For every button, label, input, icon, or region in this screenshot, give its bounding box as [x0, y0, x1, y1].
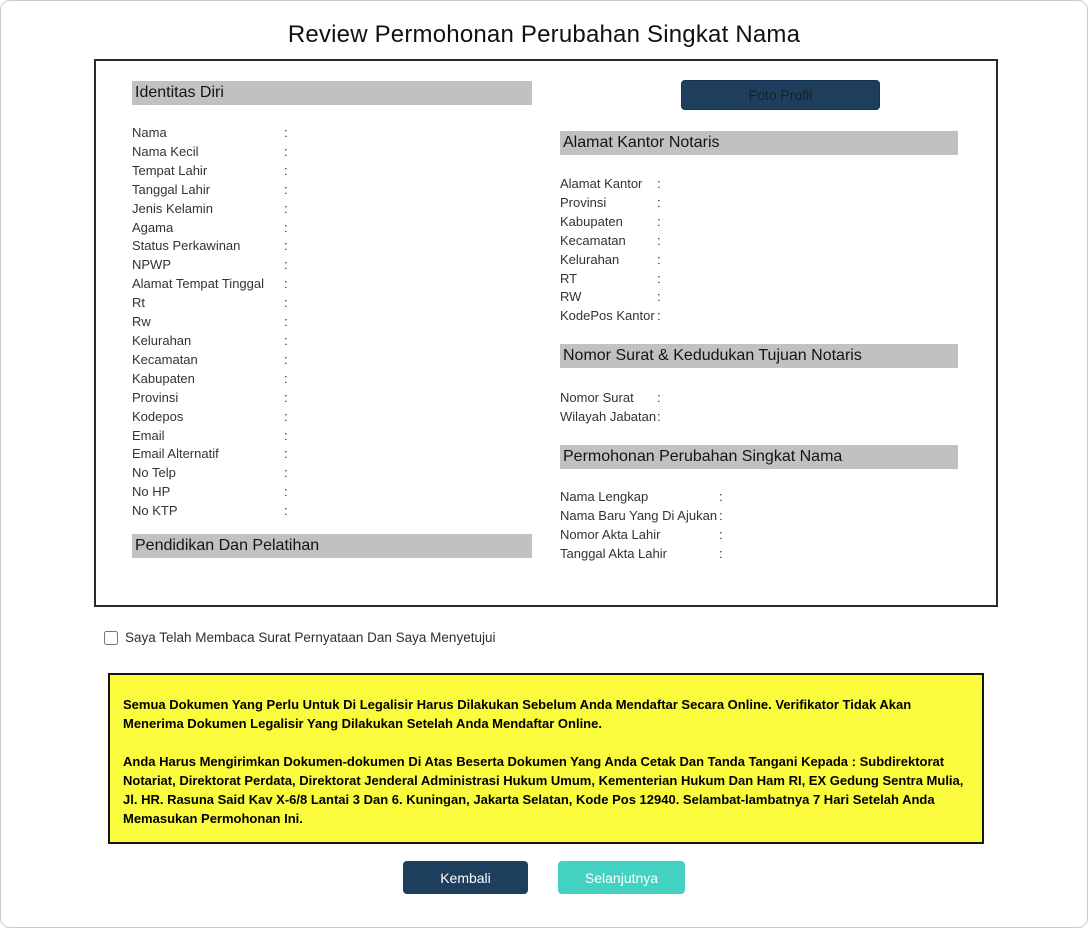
field-row	[560, 389, 661, 408]
field-label: Kelurahan	[132, 332, 192, 348]
section-header-alamat-kantor: Alamat Kantor Notaris	[560, 131, 958, 155]
selanjutnya-button[interactable]: Selanjutnya	[558, 861, 685, 894]
field-colon: :	[284, 351, 288, 367]
field-colon: :	[284, 143, 288, 159]
field-label: Tempat Lahir	[132, 162, 208, 178]
field-row	[132, 219, 288, 238]
field-label: Provinsi	[560, 194, 607, 210]
foto-profil-button[interactable]: Foto Profil	[681, 80, 880, 110]
field-colon: :	[284, 162, 288, 178]
field-colon: :	[284, 370, 288, 386]
field-colon: :	[284, 200, 288, 216]
field-row	[132, 200, 288, 219]
action-buttons	[1, 861, 1087, 894]
field-row	[560, 307, 661, 326]
field-colon: :	[284, 427, 288, 443]
field-colon: :	[284, 238, 288, 254]
field-row	[560, 408, 661, 427]
field-label: Rt	[132, 295, 145, 311]
field-label: Tanggal Akta Lahir	[560, 545, 667, 561]
field-row	[560, 194, 661, 213]
field-colon: :	[657, 408, 661, 424]
field-row	[560, 270, 661, 289]
field-row	[132, 313, 288, 332]
field-row	[560, 213, 661, 232]
field-row	[132, 408, 288, 427]
field-label: Wilayah Jabatan	[560, 408, 657, 424]
field-row	[132, 143, 288, 162]
field-label: Email Alternatif	[132, 446, 219, 462]
field-row	[132, 502, 288, 521]
notice-paragraph-2: Anda Harus Mengirimkan Dokumen-dokumen Di Atas Beserta Dokumen Yang Anda Cetak Dan Tanda Tangani Kepada : Subdirektorat Notariat, Direktorat Perdata, Direktorat Jenderal Administrasi Hukum Umum, Kementerian Hukum Dan Ham RI, EX Gedung Sentra Mulia, Jl. HR. Rasuna Said Kav X-6/8 Lantai 3 Dan 6. Kuningan, Jakarta Selatan, Kode Pos 12940. Selambat-lambatnya 7 Hari Setelah Anda Memasukan Permohonan Ini.	[123, 754, 964, 826]
field-row	[560, 251, 661, 270]
field-colon: :	[284, 465, 288, 481]
field-row	[560, 288, 661, 307]
field-row	[132, 427, 288, 446]
field-label: Nama Lengkap	[560, 489, 649, 504]
field-row	[132, 275, 288, 294]
field-row	[132, 445, 288, 464]
field-colon: :	[657, 308, 661, 324]
field-colon: :	[657, 289, 661, 305]
field-colon: :	[657, 232, 661, 248]
field-label: NPWP	[132, 257, 171, 273]
notice-box	[108, 673, 984, 844]
field-row	[132, 483, 288, 502]
field-label: Alamat Kantor	[560, 176, 643, 191]
field-colon: :	[657, 194, 661, 210]
field-row	[560, 232, 661, 251]
field-label: Agama	[132, 219, 174, 235]
field-label: No KTP	[132, 503, 178, 519]
field-row	[132, 332, 288, 351]
field-colon: :	[657, 251, 661, 267]
field-label: Nama Baru Yang Di Ajukan	[560, 507, 718, 523]
section-header-identitas-diri: Identitas Diri	[132, 81, 532, 105]
nomor-surat-field-list	[560, 389, 661, 427]
field-colon: :	[284, 503, 288, 519]
field-colon: :	[719, 526, 723, 542]
field-colon: :	[284, 125, 288, 140]
field-colon: :	[284, 408, 288, 424]
field-colon: :	[284, 446, 288, 462]
kembali-button[interactable]: Kembali	[403, 861, 528, 894]
field-row	[132, 162, 288, 181]
field-label: Jenis Kelamin	[132, 200, 213, 216]
field-colon: :	[284, 257, 288, 273]
field-label: No HP	[132, 484, 171, 500]
field-colon: :	[657, 390, 661, 405]
field-colon: :	[284, 295, 288, 311]
field-row	[132, 370, 288, 389]
field-colon: :	[284, 314, 288, 330]
section-header-permohonan: Permohonan Perubahan Singkat Nama	[560, 445, 958, 469]
field-colon: :	[719, 545, 723, 561]
field-label: KodePos Kantor	[560, 308, 655, 324]
field-colon: :	[284, 389, 288, 405]
field-row	[132, 389, 288, 408]
field-colon: :	[284, 219, 288, 235]
field-colon: :	[719, 507, 723, 523]
page-title: Review Permohonan Perubahan Singkat Nama	[287, 21, 801, 48]
field-row	[560, 545, 723, 564]
field-row	[560, 526, 723, 545]
field-label: No Telp	[132, 465, 176, 481]
field-row	[132, 124, 288, 143]
field-colon: :	[284, 181, 288, 197]
field-colon: :	[657, 176, 661, 191]
field-row	[132, 237, 288, 256]
agreement-label: Saya Telah Membaca Surat Pernyataan Dan Saya Menyetujui	[125, 630, 496, 645]
field-colon: :	[719, 489, 723, 504]
field-label: Nomor Akta Lahir	[560, 526, 661, 542]
field-label: Nomor Surat	[560, 390, 634, 405]
section-header-pendidikan: Pendidikan Dan Pelatihan	[132, 534, 532, 558]
field-label: Kodepos	[132, 408, 184, 424]
field-colon: :	[657, 213, 661, 229]
field-colon: :	[284, 332, 288, 348]
permohonan-field-list	[560, 488, 723, 564]
field-label: Status Perkawinan	[132, 238, 241, 254]
field-label: Kelurahan	[560, 251, 620, 267]
field-row	[132, 351, 288, 370]
field-label: Nama Kecil	[132, 143, 199, 159]
field-row	[132, 294, 288, 313]
field-label: Email	[132, 427, 165, 443]
field-label: Provinsi	[132, 389, 179, 405]
agreement-row[interactable]	[104, 630, 495, 645]
agreement-checkbox[interactable]	[104, 631, 118, 645]
identitas-field-list	[132, 124, 288, 521]
field-row	[132, 464, 288, 483]
field-colon: :	[657, 270, 661, 286]
field-label: RT	[560, 270, 578, 286]
field-label: Alamat Tempat Tinggal	[132, 276, 264, 292]
alamat-kantor-field-list	[560, 175, 661, 326]
section-header-nomor-surat: Nomor Surat & Kedudukan Tujuan Notaris	[560, 344, 958, 368]
field-label: Rw	[132, 314, 151, 330]
field-label: Kabupaten	[132, 370, 195, 386]
field-colon: :	[284, 276, 288, 292]
field-colon: :	[284, 484, 288, 500]
field-row	[132, 256, 288, 275]
field-label: Nama	[132, 125, 167, 140]
field-label: RW	[560, 289, 582, 305]
field-row	[560, 488, 723, 507]
field-label: Kecamatan	[560, 232, 626, 248]
field-row	[560, 175, 661, 194]
notice-paragraph-1: Semua Dokumen Yang Perlu Untuk Di Legalisir Harus Dilakukan Sebelum Anda Mendaftar Secara Online. Verifikator Tidak Akan Menerima Dokumen Legalisir Yang Dilakukan Setelah Anda Mendaftar Online.	[123, 697, 912, 731]
field-label: Kecamatan	[132, 351, 198, 367]
field-label: Tanggal Lahir	[132, 181, 211, 197]
field-row	[132, 181, 288, 200]
field-row	[560, 507, 723, 526]
review-card	[94, 59, 998, 607]
field-label: Kabupaten	[560, 213, 623, 229]
